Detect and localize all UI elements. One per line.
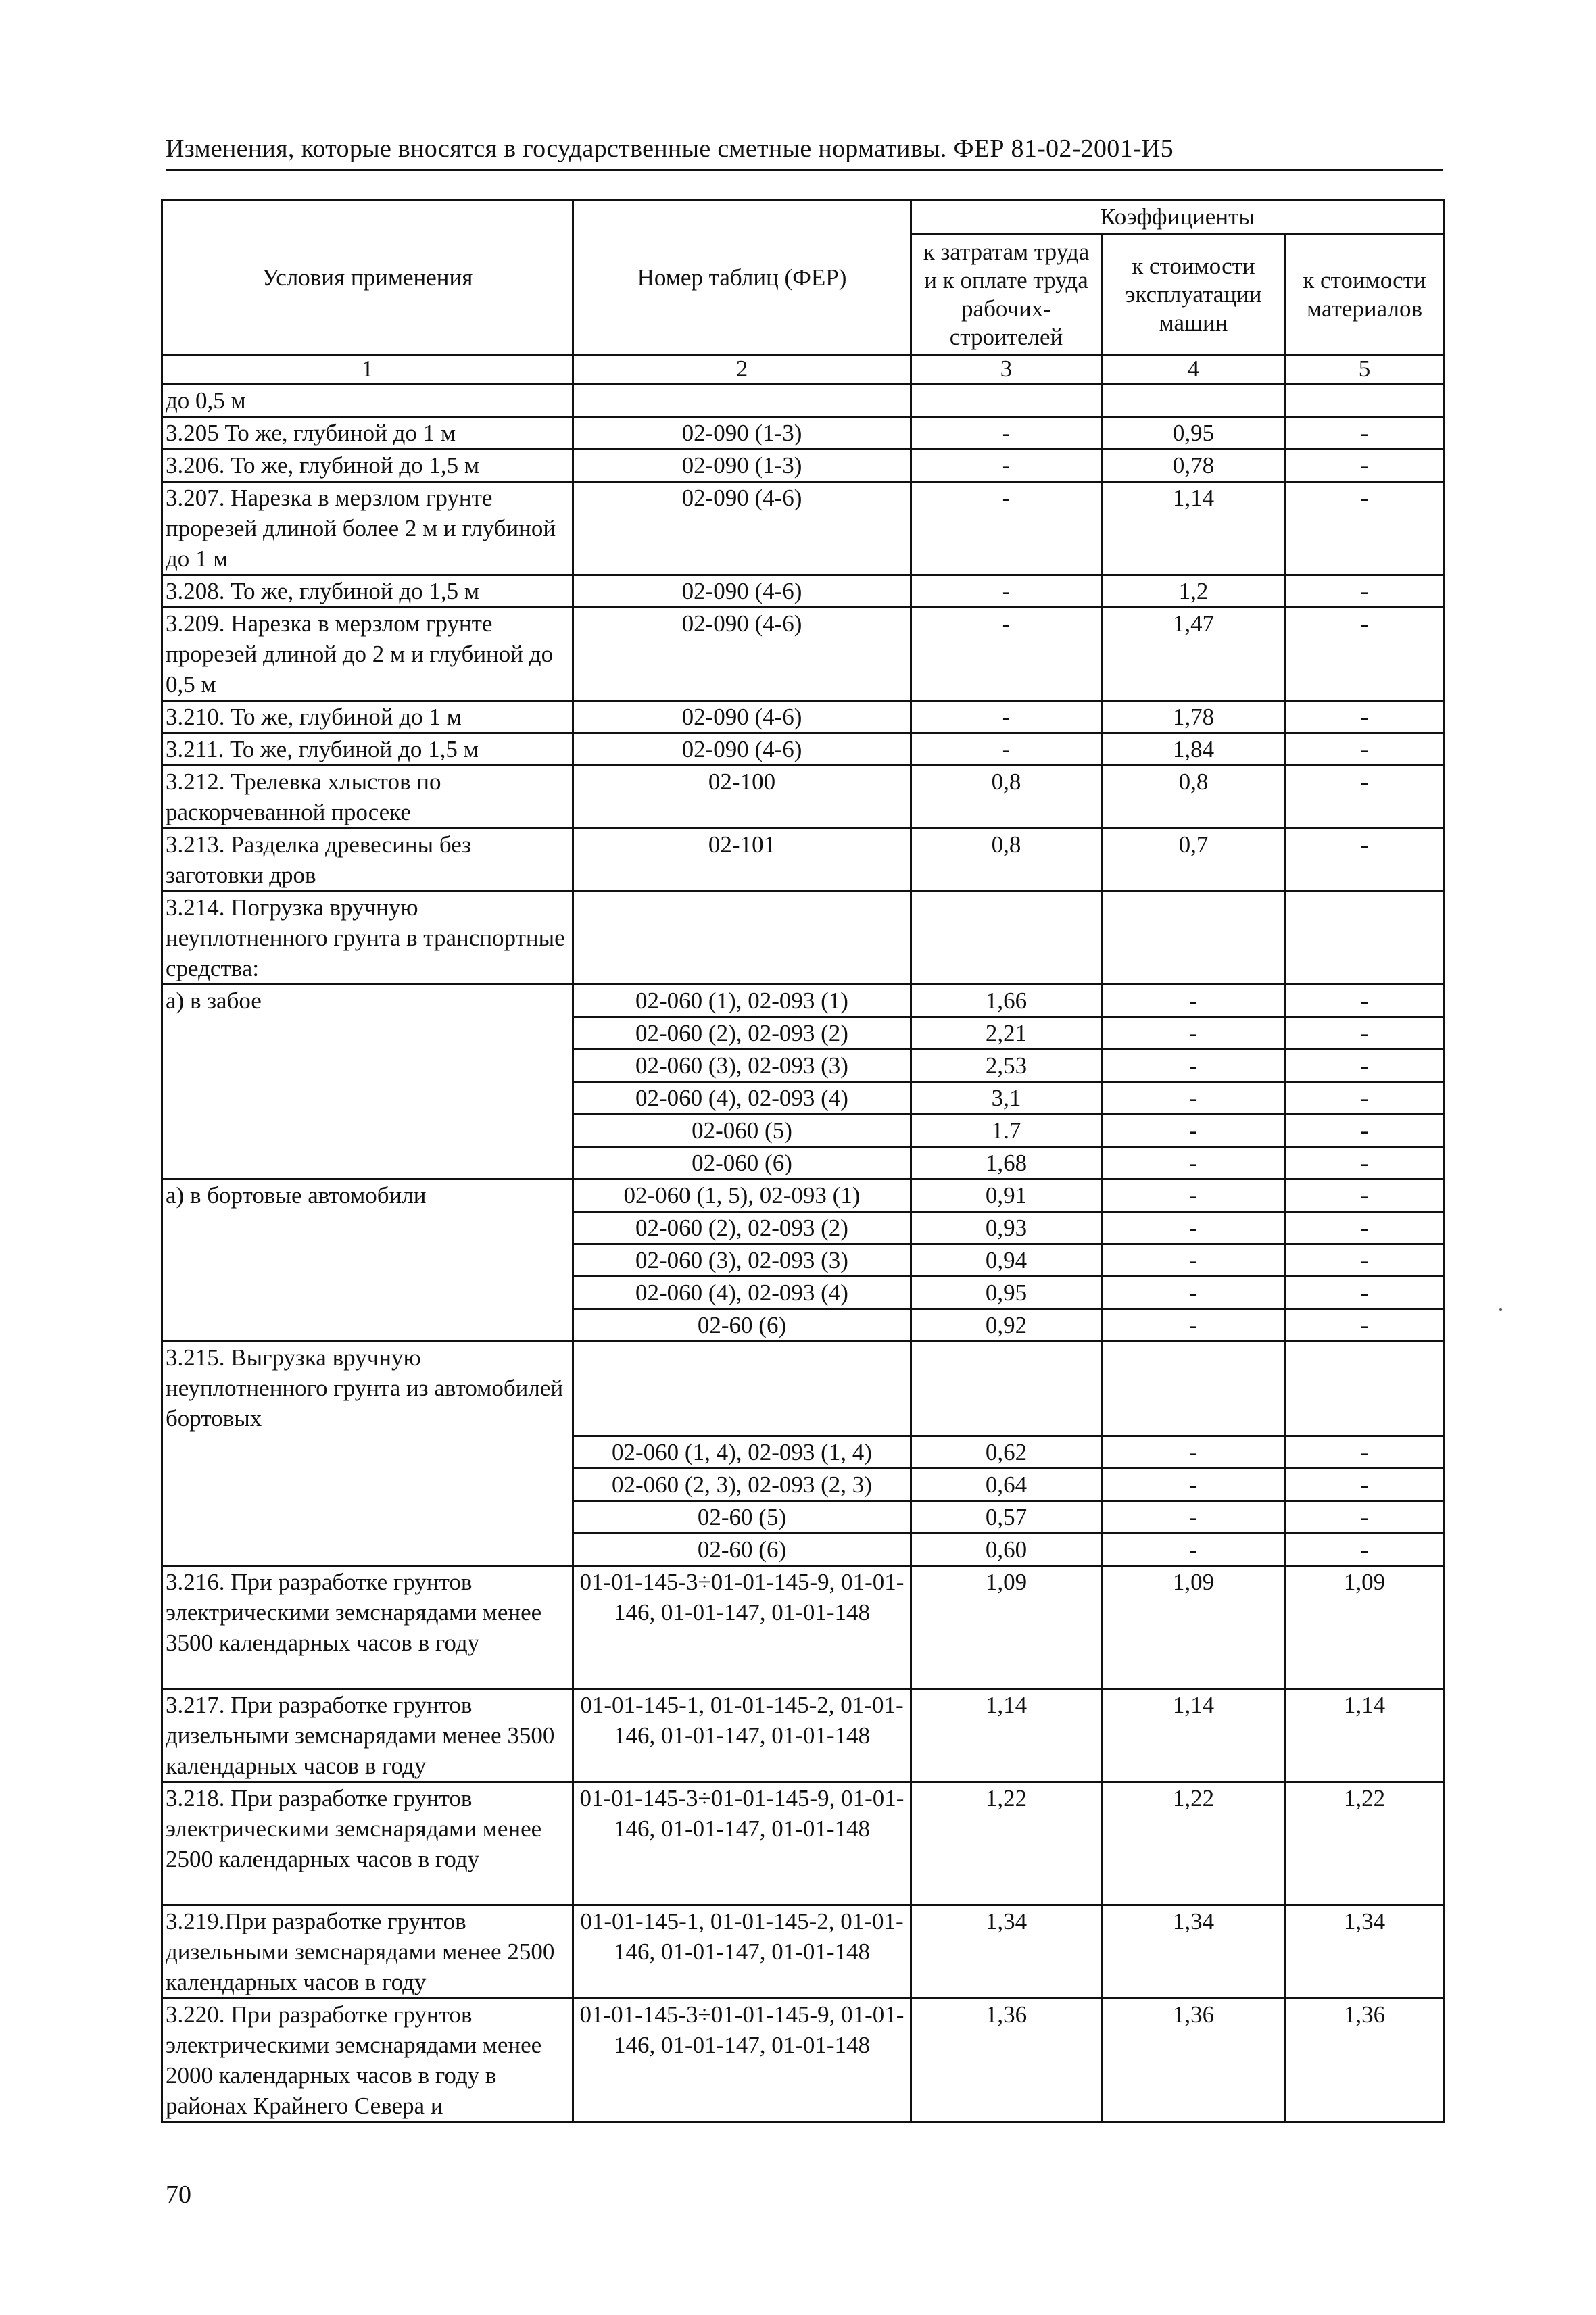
material-coefficient-cell: - — [1286, 1277, 1444, 1309]
labor-coefficient-cell: 2,21 — [911, 1017, 1102, 1050]
material-coefficient-cell: - — [1286, 1501, 1444, 1534]
machine-coefficient-cell: 1,22 — [1102, 1782, 1286, 1905]
labor-coefficient-cell: 1,66 — [911, 985, 1102, 1017]
table-row — [162, 608, 1444, 701]
header-table-numbers: Номер таблиц (ФЕР) — [573, 200, 911, 356]
table-row — [162, 1905, 1444, 1999]
table-number-cell — [573, 892, 911, 985]
table-number-cell: 02-060 (3), 02-093 (3) — [573, 1050, 911, 1082]
table-number-cell: 02-090 (4-6) — [573, 733, 911, 766]
table-number-cell: 02-60 (5) — [573, 1501, 911, 1534]
table-number-cell: 02-090 (4-6) — [573, 575, 911, 608]
material-coefficient-cell: - — [1286, 766, 1444, 829]
labor-coefficient-cell: - — [911, 417, 1102, 449]
condition-cell: 3.210. То же, глубиной до 1 м — [162, 701, 573, 733]
table-number-cell: 02-060 (2), 02-093 (2) — [573, 1017, 911, 1050]
machine-coefficient-cell: - — [1102, 1179, 1286, 1212]
table-number-cell — [573, 385, 911, 417]
labor-coefficient-cell: 1,14 — [911, 1689, 1102, 1782]
header-machines: к стоимости эксплуатации машин — [1102, 234, 1286, 356]
material-coefficient-cell: - — [1286, 482, 1444, 575]
table-row — [162, 892, 1444, 985]
page-number: 70 — [166, 2180, 191, 2209]
table-row — [162, 701, 1444, 733]
labor-coefficient-cell — [911, 385, 1102, 417]
material-coefficient-cell: - — [1286, 701, 1444, 733]
index-cell: 3 — [911, 356, 1102, 385]
machine-coefficient-cell: - — [1102, 1017, 1286, 1050]
table-number-cell: 02-060 (1, 4), 02-093 (1, 4) — [573, 1436, 911, 1469]
labor-coefficient-cell: 1,68 — [911, 1147, 1102, 1179]
material-coefficient-cell: - — [1286, 1309, 1444, 1342]
condition-cell: 3.209. Нарезка в мерзлом грунте прорезей длиной до 2 м и глубиной до 0,5 м — [162, 608, 573, 701]
table-row — [162, 1179, 1444, 1212]
machine-coefficient-cell: 1,34 — [1102, 1905, 1286, 1999]
labor-coefficient-cell: 0,57 — [911, 1501, 1102, 1534]
index-cell: 1 — [162, 356, 573, 385]
labor-coefficient-cell: 0,8 — [911, 766, 1102, 829]
material-coefficient-cell: - — [1286, 1244, 1444, 1277]
material-coefficient-cell: 1,09 — [1286, 1566, 1444, 1689]
scan-speck — [1499, 1308, 1502, 1311]
table-row — [162, 766, 1444, 829]
table-row — [162, 733, 1444, 766]
condition-cell: 3.212. Трелевка хлыстов по раскорчеванной просеке — [162, 766, 573, 829]
machine-coefficient-cell: - — [1102, 1436, 1286, 1469]
machine-coefficient-cell: 0,95 — [1102, 417, 1286, 449]
index-cell: 2 — [573, 356, 911, 385]
table-number-cell: 02-060 (2, 3), 02-093 (2, 3) — [573, 1469, 911, 1501]
material-coefficient-cell: 1,34 — [1286, 1905, 1444, 1999]
table-number-cell: 02-60 (6) — [573, 1534, 911, 1566]
condition-cell: 3.206. То же, глубиной до 1,5 м — [162, 449, 573, 482]
machine-coefficient-cell: - — [1102, 1277, 1286, 1309]
labor-coefficient-cell: - — [911, 733, 1102, 766]
table-number-cell: 01-01-145-3÷01-01-145-9, 01-01-146, 01-01-147, 01-01-148 — [573, 1782, 911, 1905]
table-number-cell: 02-101 — [573, 829, 911, 892]
empty-cell — [911, 1342, 1102, 1436]
machine-coefficient-cell: - — [1102, 1082, 1286, 1115]
header-labor: к затратам труда и к оплате труда рабочих-строителей — [911, 234, 1102, 356]
material-coefficient-cell: - — [1286, 608, 1444, 701]
material-coefficient-cell: - — [1286, 985, 1444, 1017]
labor-coefficient-cell — [911, 892, 1102, 985]
header-conditions: Условия применения — [162, 200, 573, 356]
material-coefficient-cell: 1,36 — [1286, 1999, 1444, 2122]
table-row — [162, 385, 1444, 417]
labor-coefficient-cell: 2,53 — [911, 1050, 1102, 1082]
material-coefficient-cell: - — [1286, 1179, 1444, 1212]
machine-coefficient-cell: - — [1102, 985, 1286, 1017]
table-number-cell: 02-060 (5) — [573, 1115, 911, 1147]
condition-cell: 3.213. Разделка древесины без заготовки дров — [162, 829, 573, 892]
machine-coefficient-cell: 1,2 — [1102, 575, 1286, 608]
condition-cell: до 0,5 м — [162, 385, 573, 417]
table-row — [162, 417, 1444, 449]
material-coefficient-cell: - — [1286, 829, 1444, 892]
table-number-cell: 02-090 (1-3) — [573, 449, 911, 482]
table-number-cell: 02-060 (1), 02-093 (1) — [573, 985, 911, 1017]
labor-coefficient-cell: 0,91 — [911, 1179, 1102, 1212]
column-index-row — [162, 356, 1444, 385]
labor-coefficient-cell: 0,64 — [911, 1469, 1102, 1501]
machine-coefficient-cell — [1102, 892, 1286, 985]
table-number-cell: 02-060 (6) — [573, 1147, 911, 1179]
table-row — [162, 985, 1444, 1017]
table-row — [162, 1689, 1444, 1782]
table-number-cell: 02-090 (4-6) — [573, 701, 911, 733]
table-number-cell: 02-090 (1-3) — [573, 417, 911, 449]
material-coefficient-cell: - — [1286, 1534, 1444, 1566]
material-coefficient-cell: - — [1286, 1436, 1444, 1469]
machine-coefficient-cell: 1,14 — [1102, 482, 1286, 575]
table-number-cell: 01-01-145-1, 01-01-145-2, 01-01-146, 01-01-147, 01-01-148 — [573, 1905, 911, 1999]
labor-coefficient-cell: - — [911, 449, 1102, 482]
material-coefficient-cell: - — [1286, 1050, 1444, 1082]
condition-cell: 3.207. Нарезка в мерзлом грунте прорезей длиной более 2 м и глубиной до 1 м — [162, 482, 573, 575]
machine-coefficient-cell — [1102, 385, 1286, 417]
table-number-cell: 01-01-145-3÷01-01-145-9, 01-01-146, 01-01-147, 01-01-148 — [573, 1999, 911, 2122]
condition-cell: 3.218. При разработке грунтов электрическими земснарядами менее 2500 календарных часов в году — [162, 1782, 573, 1905]
labor-coefficient-cell: 0,93 — [911, 1212, 1102, 1244]
condition-cell: 3.220. При разработке грунтов электрическими земснарядами менее 2000 календарных часов в году в районах Крайнего Севера и — [162, 1999, 573, 2122]
table-row — [162, 1342, 1444, 1436]
machine-coefficient-cell: - — [1102, 1212, 1286, 1244]
material-coefficient-cell: 1,22 — [1286, 1782, 1444, 1905]
machine-coefficient-cell: - — [1102, 1469, 1286, 1501]
table-number-cell: 02-60 (6) — [573, 1309, 911, 1342]
machine-coefficient-cell: 1,09 — [1102, 1566, 1286, 1689]
labor-coefficient-cell: 1,09 — [911, 1566, 1102, 1689]
condition-cell: а) в бортовые автомобили — [162, 1179, 573, 1342]
machine-coefficient-cell: 1,84 — [1102, 733, 1286, 766]
table-row — [162, 482, 1444, 575]
table-number-cell: 01-01-145-1, 01-01-145-2, 01-01-146, 01-01-147, 01-01-148 — [573, 1689, 911, 1782]
labor-coefficient-cell: - — [911, 575, 1102, 608]
material-coefficient-cell: - — [1286, 733, 1444, 766]
condition-cell: 3.217. При разработке грунтов дизельными земснарядами менее 3500 календарных часов в году — [162, 1689, 573, 1782]
machine-coefficient-cell: 0,7 — [1102, 829, 1286, 892]
material-coefficient-cell: - — [1286, 1082, 1444, 1115]
index-cell: 4 — [1102, 356, 1286, 385]
machine-coefficient-cell: - — [1102, 1050, 1286, 1082]
labor-coefficient-cell: 1,36 — [911, 1999, 1102, 2122]
labor-coefficient-cell: 0,95 — [911, 1277, 1102, 1309]
table-row — [162, 829, 1444, 892]
labor-coefficient-cell: 0,94 — [911, 1244, 1102, 1277]
table-number-cell: 02-060 (4), 02-093 (4) — [573, 1082, 911, 1115]
empty-cell — [1102, 1342, 1286, 1436]
material-coefficient-cell: - — [1286, 1115, 1444, 1147]
machine-coefficient-cell: 1,14 — [1102, 1689, 1286, 1782]
labor-coefficient-cell: 1.7 — [911, 1115, 1102, 1147]
labor-coefficient-cell: 1,22 — [911, 1782, 1102, 1905]
material-coefficient-cell: - — [1286, 417, 1444, 449]
material-coefficient-cell: - — [1286, 575, 1444, 608]
condition-cell: 3.219.При разработке грунтов дизельными земснарядами менее 2500 календарных часов в году — [162, 1905, 573, 1999]
material-coefficient-cell: - — [1286, 449, 1444, 482]
table-number-cell: 02-090 (4-6) — [573, 608, 911, 701]
condition-cell: 3.216. При разработке грунтов электрическими земснарядами менее 3500 календарных часов в году — [162, 1566, 573, 1689]
machine-coefficient-cell: - — [1102, 1244, 1286, 1277]
running-header: Изменения, которые вносятся в государственные сметные нормативы. ФЕР 81-02-2001-И5 — [166, 135, 1174, 163]
machine-coefficient-cell: 1,47 — [1102, 608, 1286, 701]
condition-cell: а) в забое — [162, 985, 573, 1179]
labor-coefficient-cell: - — [911, 482, 1102, 575]
table-number-cell: 02-100 — [573, 766, 911, 829]
index-cell: 5 — [1286, 356, 1444, 385]
labor-coefficient-cell: 0,60 — [911, 1534, 1102, 1566]
material-coefficient-cell: - — [1286, 1147, 1444, 1179]
machine-coefficient-cell: 0,78 — [1102, 449, 1286, 482]
table-row — [162, 1566, 1444, 1689]
condition-cell: 3.211. То же, глубиной до 1,5 м — [162, 733, 573, 766]
machine-coefficient-cell: - — [1102, 1309, 1286, 1342]
material-coefficient-cell: - — [1286, 1017, 1444, 1050]
empty-cell — [573, 1342, 911, 1436]
condition-cell: 3.215. Выгрузка вручную неуплотненного грунта из автомобилей бортовых — [162, 1342, 573, 1566]
table-row — [162, 1999, 1444, 2122]
labor-coefficient-cell: 3,1 — [911, 1082, 1102, 1115]
labor-coefficient-cell: 1,34 — [911, 1905, 1102, 1999]
table-row — [162, 1782, 1444, 1905]
condition-cell: 3.205 То же, глубиной до 1 м — [162, 417, 573, 449]
coefficients-table — [161, 199, 1445, 2123]
labor-coefficient-cell: 0,92 — [911, 1309, 1102, 1342]
machine-coefficient-cell: 1,78 — [1102, 701, 1286, 733]
labor-coefficient-cell: - — [911, 701, 1102, 733]
condition-cell: 3.214. Погрузка вручную неуплотненного грунта в транспортные средства: — [162, 892, 573, 985]
table-number-cell: 02-060 (1, 5), 02-093 (1) — [573, 1179, 911, 1212]
material-coefficient-cell: 1,14 — [1286, 1689, 1444, 1782]
material-coefficient-cell: - — [1286, 1469, 1444, 1501]
material-coefficient-cell: - — [1286, 1212, 1444, 1244]
machine-coefficient-cell: - — [1102, 1534, 1286, 1566]
machine-coefficient-cell: 0,8 — [1102, 766, 1286, 829]
machine-coefficient-cell: - — [1102, 1501, 1286, 1534]
table-row — [162, 449, 1444, 482]
machine-coefficient-cell: - — [1102, 1115, 1286, 1147]
table-number-cell: 02-060 (3), 02-093 (3) — [573, 1244, 911, 1277]
table-number-cell: 01-01-145-3÷01-01-145-9, 01-01-146, 01-01-147, 01-01-148 — [573, 1566, 911, 1689]
labor-coefficient-cell: - — [911, 608, 1102, 701]
header-coefficients: Коэффициенты — [911, 200, 1444, 234]
labor-coefficient-cell: 0,8 — [911, 829, 1102, 892]
header-rule — [166, 169, 1443, 171]
table-number-cell: 02-060 (2), 02-093 (2) — [573, 1212, 911, 1244]
table-number-cell: 02-090 (4-6) — [573, 482, 911, 575]
machine-coefficient-cell: 1,36 — [1102, 1999, 1286, 2122]
condition-cell: 3.208. То же, глубиной до 1,5 м — [162, 575, 573, 608]
material-coefficient-cell — [1286, 892, 1444, 985]
empty-cell — [1286, 1342, 1444, 1436]
table-row — [162, 575, 1444, 608]
header-materials: к стоимости материалов — [1286, 234, 1444, 356]
material-coefficient-cell — [1286, 385, 1444, 417]
table-number-cell: 02-060 (4), 02-093 (4) — [573, 1277, 911, 1309]
labor-coefficient-cell: 0,62 — [911, 1436, 1102, 1469]
machine-coefficient-cell: - — [1102, 1147, 1286, 1179]
